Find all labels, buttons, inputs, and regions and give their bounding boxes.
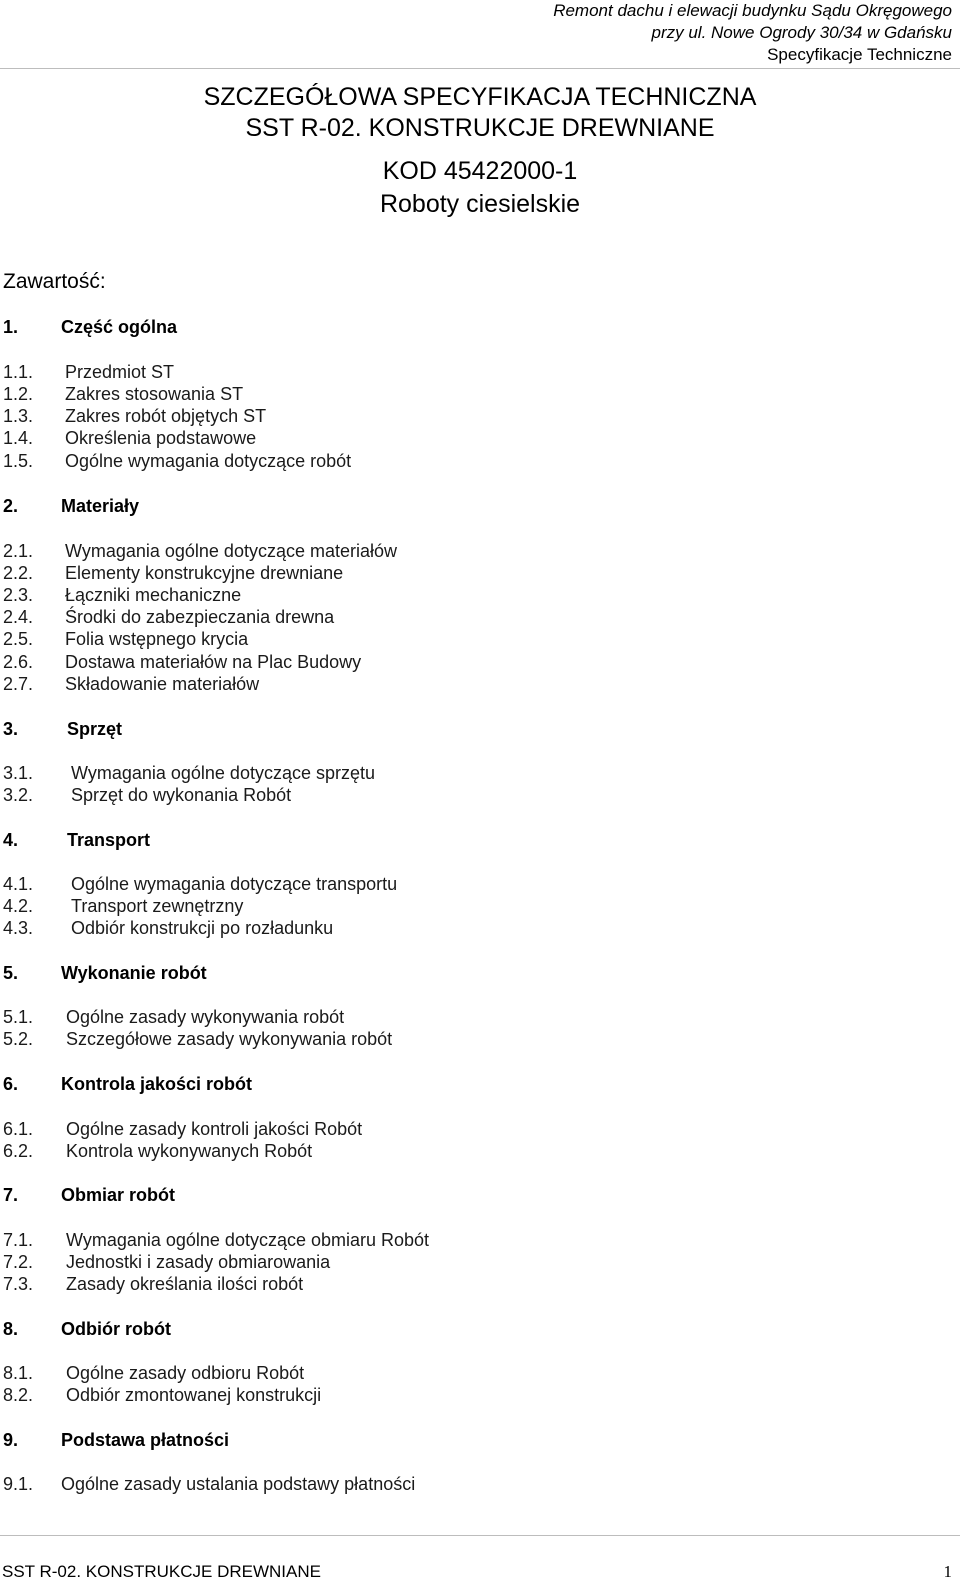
toc-number: 3.2. — [3, 785, 34, 805]
toc-entry-text: Ogólne zasady ustalania podstawy płatności — [61, 1474, 416, 1494]
running-footer — [2, 1562, 952, 1582]
toc-subsection — [3, 873, 397, 895]
toc-section — [3, 1184, 175, 1206]
toc-number: 2.2. — [3, 563, 34, 583]
toc-entry-text: Odbiór zmontowanej konstrukcji — [66, 1385, 322, 1405]
toc-subsection — [3, 1140, 312, 1162]
toc-number: 2.1. — [3, 541, 34, 561]
toc-subsection — [3, 1229, 429, 1251]
toc-entry-text: Sprzęt do wykonania Robót — [71, 785, 292, 805]
toc-subsection — [3, 1473, 415, 1495]
toc-number: 7.3. — [3, 1274, 34, 1294]
toc-subsection — [3, 427, 256, 449]
toc-number: 4.3. — [3, 918, 34, 938]
toc-entry-text: Szczegółowe zasady wykonywania robót — [66, 1029, 393, 1049]
spec-subtitle: SST R-02. KONSTRUKCJE DREWNIANE — [245, 114, 715, 142]
toc-number: 1.2. — [3, 384, 34, 404]
toc-number: 6.2. — [3, 1141, 34, 1161]
toc-number: 6. — [3, 1074, 19, 1094]
toc-number: 7.1. — [3, 1230, 34, 1250]
toc-entry-text: Zakres robót objętych ST — [65, 406, 267, 426]
toc-number: 5.2. — [3, 1029, 34, 1049]
toc-entry-text: Transport zewnętrzny — [71, 896, 244, 916]
spec-name: Roboty ciesielskie — [379, 190, 581, 218]
toc-number: 1.5. — [3, 451, 34, 471]
toc-entry-text: Wymagania ogólne dotyczące materiałów — [65, 541, 398, 561]
toc-entry-text: Ogólne zasady odbioru Robót — [66, 1363, 305, 1383]
toc-number: 8.2. — [3, 1385, 34, 1405]
header-divider — [0, 68, 960, 69]
running-header — [553, 0, 952, 66]
toc-subsection — [3, 540, 397, 562]
toc-number: 5.1. — [3, 1007, 34, 1027]
toc-number: 4.2. — [3, 896, 34, 916]
toc-entry-text: Ogólne zasady kontroli jakości Robót — [66, 1119, 363, 1139]
toc-subsection — [3, 450, 351, 472]
toc-subsection — [3, 1006, 344, 1028]
toc-entry-text: Ogólne wymagania dotyczące robót — [65, 451, 352, 471]
toc-subsection — [3, 1251, 330, 1273]
contents-heading: Zawartość: — [3, 270, 106, 293]
toc-entry-text: Środki do zabezpieczania drewna — [65, 607, 335, 627]
toc-number: 6.1. — [3, 1119, 34, 1139]
toc-entry-text: Dostawa materiałów na Plac Budowy — [65, 652, 362, 672]
toc-number: 2.6. — [3, 652, 34, 672]
toc-entry-text: Sprzęt — [67, 719, 123, 739]
toc-subsection — [3, 1118, 362, 1140]
toc-number: 8.1. — [3, 1363, 34, 1383]
toc-number: 2. — [3, 496, 19, 516]
toc-subsection — [3, 1028, 392, 1050]
toc-number: 2.3. — [3, 585, 34, 605]
toc-subsection — [3, 405, 266, 427]
toc-entry-text: Część ogólna — [61, 317, 178, 337]
toc-entry-text: Odbiór konstrukcji po rozładunku — [71, 918, 334, 938]
toc-number: 3.1. — [3, 763, 34, 783]
toc-subsection — [3, 562, 343, 584]
toc-number: 2.4. — [3, 607, 34, 627]
toc-subsection — [3, 1362, 304, 1384]
toc-number: 4.1. — [3, 874, 34, 894]
toc-number: 2.5. — [3, 629, 34, 649]
footer-label: SST R-02. KONSTRUKCJE DREWNIANE — [2, 1562, 321, 1581]
toc-entry-text: Obmiar robót — [61, 1185, 176, 1205]
toc-subsection — [3, 673, 259, 695]
toc-subsection — [3, 762, 375, 784]
toc-subsection — [3, 1273, 303, 1295]
toc-entry-text: Materiały — [61, 496, 140, 516]
toc-subsection — [3, 383, 243, 405]
toc-entry-text: Folia wstępnego krycia — [65, 629, 249, 649]
toc-number: 5. — [3, 963, 19, 983]
toc-subsection — [3, 584, 241, 606]
toc-number: 1.3. — [3, 406, 34, 426]
toc-entry-text: Łączniki mechaniczne — [65, 585, 242, 605]
toc-entry-text: Wykonanie robót — [61, 963, 207, 983]
toc-subsection — [3, 361, 174, 383]
toc-number: 1.4. — [3, 428, 34, 448]
toc-section — [3, 1318, 171, 1340]
toc-section — [3, 829, 150, 851]
toc-entry-text: Kontrola wykonywanych Robót — [66, 1141, 313, 1161]
toc-entry-text: Elementy konstrukcyjne drewniane — [65, 563, 344, 583]
toc-section — [3, 962, 207, 984]
toc-subsection — [3, 784, 291, 806]
toc-entry-text: Transport — [67, 830, 151, 850]
toc-subsection — [3, 1384, 321, 1406]
toc-number: 9. — [3, 1430, 19, 1450]
toc-number: 2.7. — [3, 674, 34, 694]
toc-entry-text: Przedmiot ST — [65, 362, 175, 382]
toc-subsection — [3, 628, 248, 650]
toc-entry-text: Zakres stosowania ST — [65, 384, 244, 404]
toc-number: 9.1. — [3, 1474, 34, 1494]
spec-title: SZCZEGÓŁOWA SPECYFIKACJA TECHNICZNA — [203, 83, 757, 111]
toc-subsection — [3, 917, 333, 939]
toc-section — [3, 316, 177, 338]
toc-entry-text: Wymagania ogólne dotyczące obmiaru Robót — [66, 1230, 430, 1250]
footer-divider — [0, 1535, 960, 1536]
toc-entry-text: Ogólne zasady wykonywania robót — [66, 1007, 345, 1027]
toc-entry-text: Zasady określania ilości robót — [66, 1274, 304, 1294]
toc-entry-text: Wymagania ogólne dotyczące sprzętu — [71, 763, 376, 783]
toc-number: 7. — [3, 1185, 19, 1205]
toc-entry-text: Podstawa płatności — [61, 1430, 230, 1450]
toc-number: 1.1. — [3, 362, 34, 382]
toc-entry-text: Odbiór robót — [61, 1319, 171, 1339]
toc-number: 4. — [3, 830, 19, 850]
toc-subsection — [3, 651, 361, 673]
toc-section — [3, 1073, 252, 1095]
toc-section — [3, 495, 139, 517]
toc-section — [3, 718, 122, 740]
spec-code: KOD 45422000-1 — [382, 157, 578, 185]
toc-entry-text: Kontrola jakości robót — [61, 1074, 253, 1094]
toc-number: 1. — [3, 317, 19, 337]
header-address-line: przy ul. Nowe Ogrody 30/34 w Gdańsku — [651, 23, 952, 42]
header-doc-type: Specyfikacje Techniczne — [767, 45, 952, 64]
toc-number: 3. — [3, 719, 19, 739]
toc-section — [3, 1429, 229, 1451]
header-project-line: Remont dachu i elewacji budynku Sądu Okręgowego — [553, 1, 952, 20]
toc-number: 7.2. — [3, 1252, 34, 1272]
toc-entry-text: Składowanie materiałów — [65, 674, 260, 694]
toc-entry-text: Określenia podstawowe — [65, 428, 257, 448]
toc-subsection — [3, 895, 243, 917]
toc-entry-text: Jednostki i zasady obmiarowania — [66, 1252, 331, 1272]
toc-entry-text: Ogólne wymagania dotyczące transportu — [71, 874, 398, 894]
toc-number: 8. — [3, 1319, 19, 1339]
page-number: 1 — [943, 1562, 952, 1581]
toc-subsection — [3, 606, 334, 628]
